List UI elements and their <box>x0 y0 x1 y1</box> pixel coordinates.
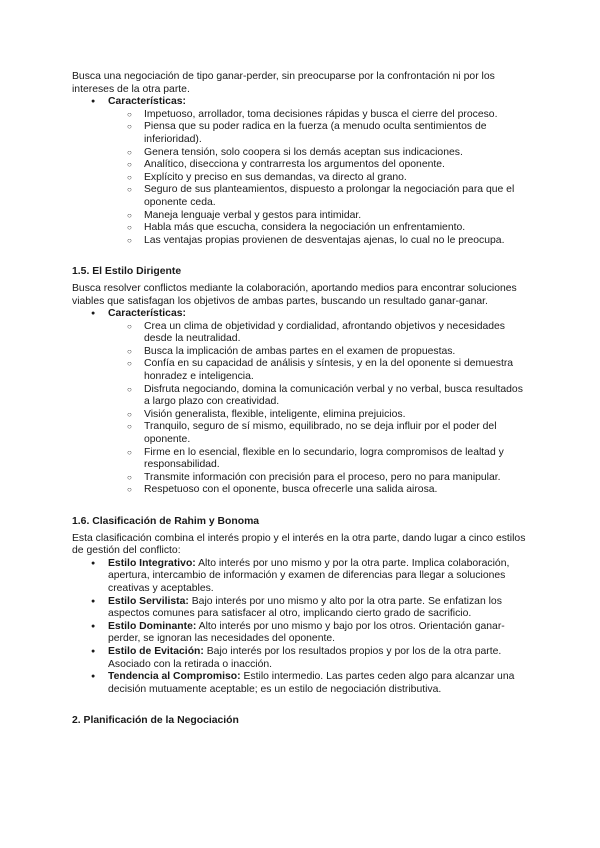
styles-list <box>72 558 530 697</box>
characteristics-list <box>72 308 530 497</box>
characteristics-item <box>108 308 530 497</box>
list-item: ○ Piensa que su poder radica en la fuerza (a menudo oculta sentimientos de inferioridad). <box>144 121 530 146</box>
style-text: Bajo interés por uno mismo y alto por la otra parte. Se enfatizan los aspectos comunes para satisfacer al otro, implicando cierto grado de sacrificio. <box>108 595 502 620</box>
list-item <box>108 621 530 646</box>
style-name: Estilo Servilista: <box>108 595 189 607</box>
list-item: ○ Firme en lo esencial, flexible en lo secundario, logra compromisos de lealtad y responsabilidad. <box>144 447 530 472</box>
list-item <box>108 596 530 621</box>
list-item: ○ Disfruta negociando, domina la comunicación verbal y no verbal, busca resultados a largo plazo con creatividad. <box>144 384 530 409</box>
characteristics-sublist <box>108 109 530 248</box>
style-text: Bajo interés por los resultados propios y por los de la otra parte. Asociado con la retirada o inacción. <box>108 645 502 670</box>
characteristics-sublist <box>108 321 530 497</box>
list-item: ○ Tranquilo, seguro de sí mismo, equilibrado, no se deja influir por el poder del oponente. <box>144 421 530 446</box>
characteristics-list <box>72 96 530 247</box>
style-name: Estilo de Evitación: <box>108 645 204 657</box>
section-heading: 2. Planificación de la Negociación <box>72 715 239 727</box>
list-item <box>108 558 530 596</box>
section-heading: 1.6. Clasificación de Rahim y Bonoma <box>72 516 260 527</box>
list-item: ○ Impetuoso, arrollador, toma decisiones rápidas y busca el cierre del proceso. <box>144 109 530 122</box>
list-item: ○ Habla más que escucha, considera la negociación un enfrentamiento. <box>144 222 530 235</box>
list-item: ○ Las ventajas propias provienen de desventajas ajenas, lo cual no le preocupa. <box>144 235 530 248</box>
style-text: Estilo intermedio. Las partes ceden algo para alcanzar una decisión mutuamente aceptable; es un estilo de negociación distributiva. <box>108 671 515 695</box>
list-item: ○ Busca la implicación de ambas partes en el examen de propuestas. <box>144 346 530 359</box>
style-name: Estilo Integrativo: <box>108 557 196 569</box>
list-item: ○ Visión generalista, flexible, inteligente, elimina prejuicios. <box>144 409 530 422</box>
list-item <box>108 646 530 671</box>
list-item: ○ Maneja lenguaje verbal y gestos para intimidar. <box>144 210 530 223</box>
list-item <box>108 671 530 696</box>
list-item: ○ Seguro de sus planteamientos, dispuesto a prolongar la negociación para que el oponente ceda. <box>144 184 530 209</box>
characteristics-label: Características: <box>108 308 186 320</box>
list-item: ○ Explícito y preciso en sus demandas, va directo al grano. <box>144 172 530 185</box>
style-name: Tendencia al Compromiso: <box>108 671 241 683</box>
section-heading: 1.5. El Estilo Dirigente <box>72 266 182 278</box>
characteristics-label: Características: <box>108 96 186 108</box>
list-item: ○ Crea un clima de objetividad y cordialidad, afrontando objetivos y necesidades desde la neutralidad. <box>144 321 530 346</box>
characteristics-item <box>108 96 530 247</box>
intro-paragraph: Busca una negociación de tipo ganar-perder, sin preocuparse por la confrontación ni por los intereses de la otra parte. <box>72 71 495 95</box>
style-text: Alto interés por uno mismo y bajo por los otros. Orientación ganar-perder, se ignoran las necesidades del oponente. <box>108 620 505 645</box>
style-name: Estilo Dominante: <box>108 620 197 632</box>
list-item: ○ Transmite información con precisión para el proceso, pero no para manipular. <box>144 472 530 485</box>
list-item: ○ Confía en su capacidad de análisis y síntesis, y en la del oponente si demuestra honradez e inteligencia. <box>144 358 530 383</box>
section-paragraph: Esta clasificación combina el interés propio y el interés en la otra parte, dando lugar a cinco estilos de gestión del conflicto: <box>72 532 526 557</box>
section-paragraph: Busca resolver conflictos mediante la colaboración, aportando medios para encontrar soluciones viables que satisfagan los objetivos de ambas partes, buscando un resultado ganar-ganar. <box>72 282 517 307</box>
list-item: ○ Respetuoso con el oponente, busca ofrecerle una salida airosa. <box>144 484 530 497</box>
list-item: ○ Genera tensión, solo coopera si los demás aceptan sus indicaciones. <box>144 147 530 160</box>
list-item: ○ Analítico, disecciona y contrarresta los argumentos del oponente. <box>144 159 530 172</box>
style-text: Alto interés por uno mismo y por la otra parte. Implica colaboración, apertura, intercambio de información y examen de diferencias para llegar a soluciones creativas y aceptables. <box>108 557 510 594</box>
